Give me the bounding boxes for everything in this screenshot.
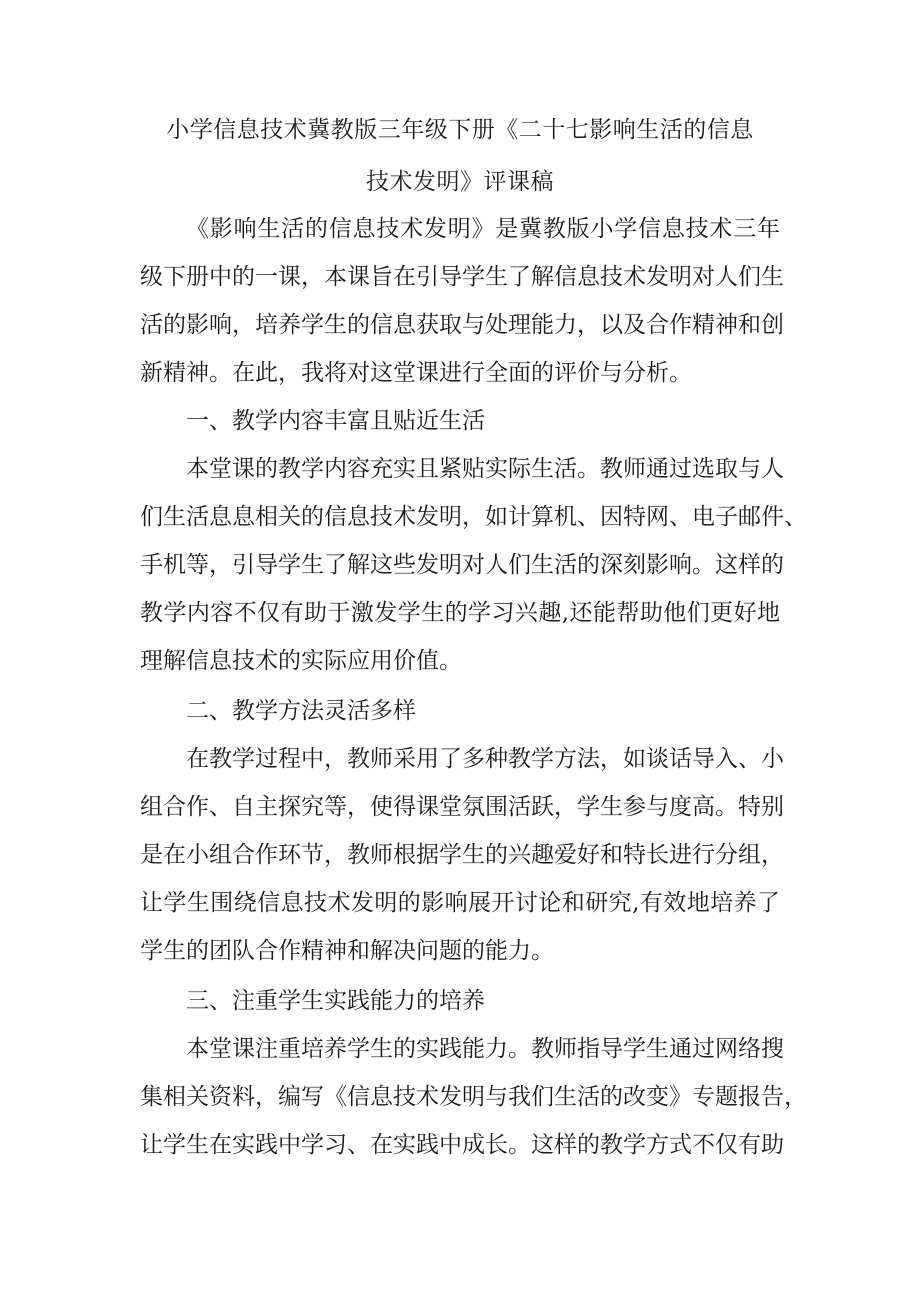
section-2-heading: 二、教学方法灵活多样 xyxy=(186,698,416,724)
section-1-line-1: 本堂课的教学内容充实且紧贴实际生活。教师通过选取与人 xyxy=(186,456,784,482)
intro-line-3: 活的影响，培养学生的信息获取与处理能力，以及合作精神和创 xyxy=(140,312,784,338)
intro-line-4: 新精神。在此，我将对这堂课进行全面的评价与分析。 xyxy=(140,360,692,386)
section-3-line-2: 集相关资料，编写《信息技术发明与我们生活的改变》专题报告， xyxy=(140,1084,807,1110)
intro-line-2: 级下册中的一课，本课旨在引导学生了解信息技术发明对人们生 xyxy=(140,264,784,290)
document-title-line-2: 技术发明》评课稿 xyxy=(366,169,554,195)
section-1-line-5: 理解信息技术的实际应用价值。 xyxy=(140,648,462,674)
section-3-line-3: 让学生在实践中学习、在实践中成长。这样的教学方式不仅有助 xyxy=(140,1132,784,1158)
section-2-line-2: 组合作、自主探究等，使得课堂氛围活跃，学生参与度高。特别 xyxy=(140,794,784,820)
section-1-line-3: 手机等，引导学生了解这些发明对人们生活的深刻影响。这样的 xyxy=(140,552,784,578)
section-1-line-2: 们生活息息相关的信息技术发明，如计算机、因特网、电子邮件、 xyxy=(140,504,807,530)
section-3-line-1: 本堂课注重培养学生的实践能力。教师指导学生通过网络搜 xyxy=(186,1036,784,1062)
section-2-line-4: 让学生围绕信息技术发明的影响展开讨论和研究,有效地培养了 xyxy=(140,890,780,916)
intro-line-1: 《影响生活的信息技术发明》是冀教版小学信息技术三年 xyxy=(186,216,780,242)
section-1-line-4: 教学内容不仅有助于激发学生的学习兴趣,还能帮助他们更好地 xyxy=(140,600,780,626)
document-title-line-1: 小学信息技术冀教版三年级下册《二十七影响生活的信息 xyxy=(166,117,754,143)
section-2-line-5: 学生的团队合作精神和解决问题的能力。 xyxy=(140,938,554,964)
section-1-heading: 一、教学内容丰富且贴近生活 xyxy=(186,408,485,434)
section-3-heading: 三、注重学生实践能力的培养 xyxy=(186,988,485,1014)
section-2-line-1: 在教学过程中，教师采用了多种教学方法，如谈话导入、小 xyxy=(186,746,784,772)
section-2-line-3: 是在小组合作环节，教师根据学生的兴趣爱好和特长进行分组， xyxy=(140,842,784,868)
